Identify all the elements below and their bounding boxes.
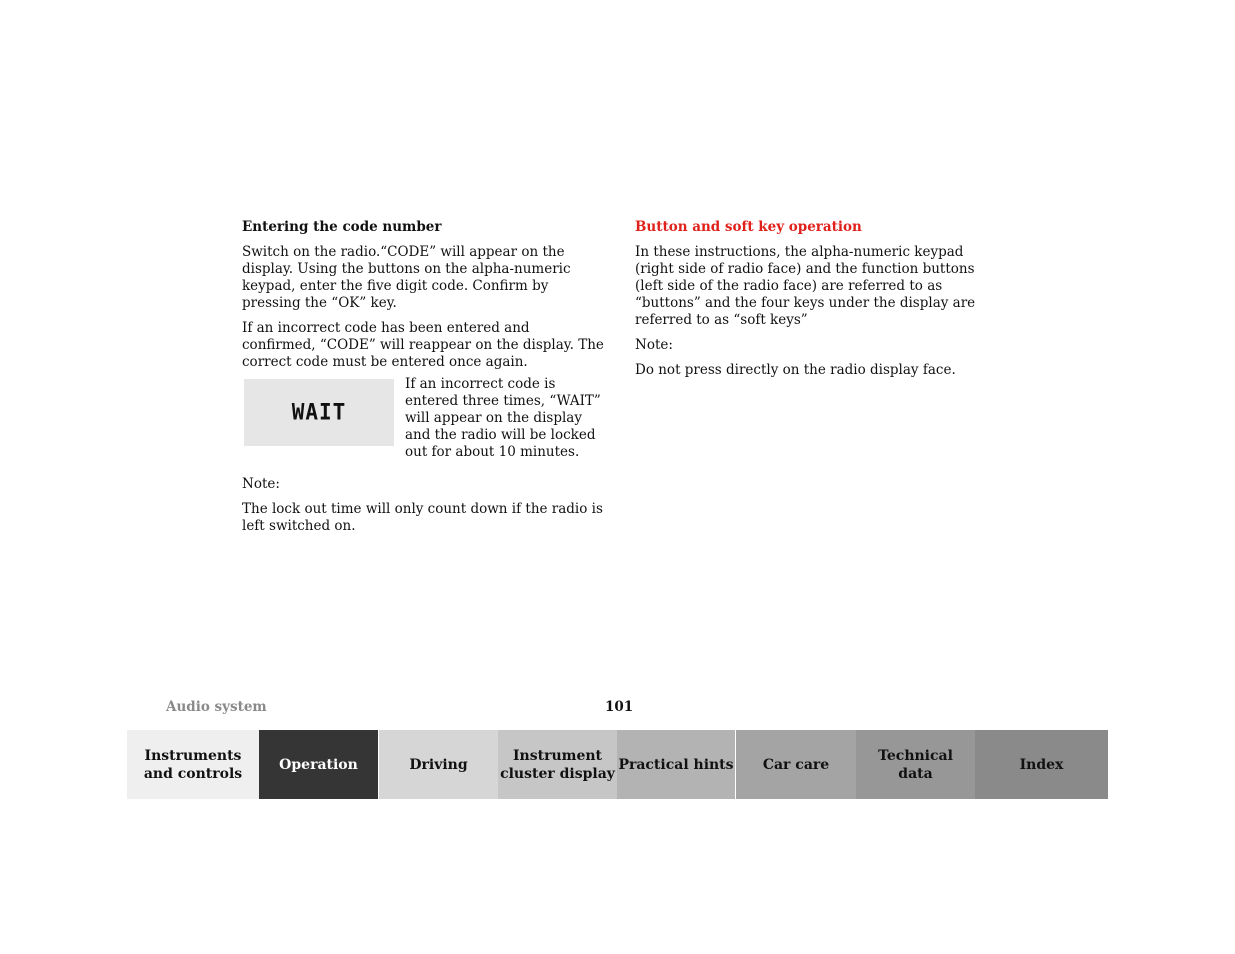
tab-technical-data[interactable]: [856, 730, 975, 799]
note-label: Note:: [242, 476, 280, 492]
tab-label: Index: [1019, 756, 1064, 773]
paragraph-incorrect-code: If an incorrect code has been entered and confirmed, “CODE” will reappear on the display. The correct code must be entered once again.: [242, 320, 604, 370]
page-number: 101: [605, 699, 634, 715]
tab-instruments-and-controls[interactable]: [127, 730, 259, 799]
radio-display-image: [244, 379, 394, 446]
footer-section-label: Audio system: [166, 699, 267, 715]
tab-label: Operation: [279, 756, 358, 773]
tab-operation[interactable]: [259, 730, 378, 799]
right-column: [635, 219, 995, 387]
tab-label: Instruments and controls: [143, 747, 243, 782]
display-text: WAIT: [291, 399, 347, 425]
tab-label: Instrument cluster display: [500, 747, 615, 782]
left-column: [242, 219, 604, 543]
chapter-nav: [127, 730, 1108, 799]
tab-car-care[interactable]: [736, 730, 856, 799]
paragraph-buttons: In these instructions, the alpha-numeric keypad (right side of radio face) and the function buttons (left side of the radio face) are referred to as “buttons” and the four keys under the display are referred to as “soft keys”: [635, 244, 976, 328]
figure-caption: If an incorrect code is entered three times, “WAIT” will appear on the display and the radio will be locked out for about 10 minutes.: [405, 376, 601, 460]
tab-index[interactable]: [975, 730, 1108, 799]
paragraph-code-entry: Switch on the radio.“CODE” will appear on the display. Using the buttons on the alpha-numeric keypad, enter the five digit code. Confirm by pressing the “OK” key.: [242, 244, 571, 311]
note-text: Do not press directly on the radio display face.: [635, 362, 956, 378]
tab-label: Driving: [409, 756, 468, 773]
tab-instrument-cluster-display[interactable]: [498, 730, 617, 799]
tab-label: Car care: [762, 756, 830, 773]
tab-driving[interactable]: [378, 730, 498, 799]
section-heading-code: Entering the code number: [242, 219, 442, 235]
note-label: Note:: [635, 337, 673, 353]
section-heading-buttons: Button and soft key operation: [635, 219, 862, 235]
tab-practical-hints[interactable]: [617, 730, 736, 799]
wait-figure: [242, 376, 604, 469]
tab-label: Technical data: [878, 747, 953, 782]
tab-label: Practical hints: [618, 756, 734, 773]
note-text: The lock out time will only count down if the radio is left switched on.: [242, 501, 603, 534]
